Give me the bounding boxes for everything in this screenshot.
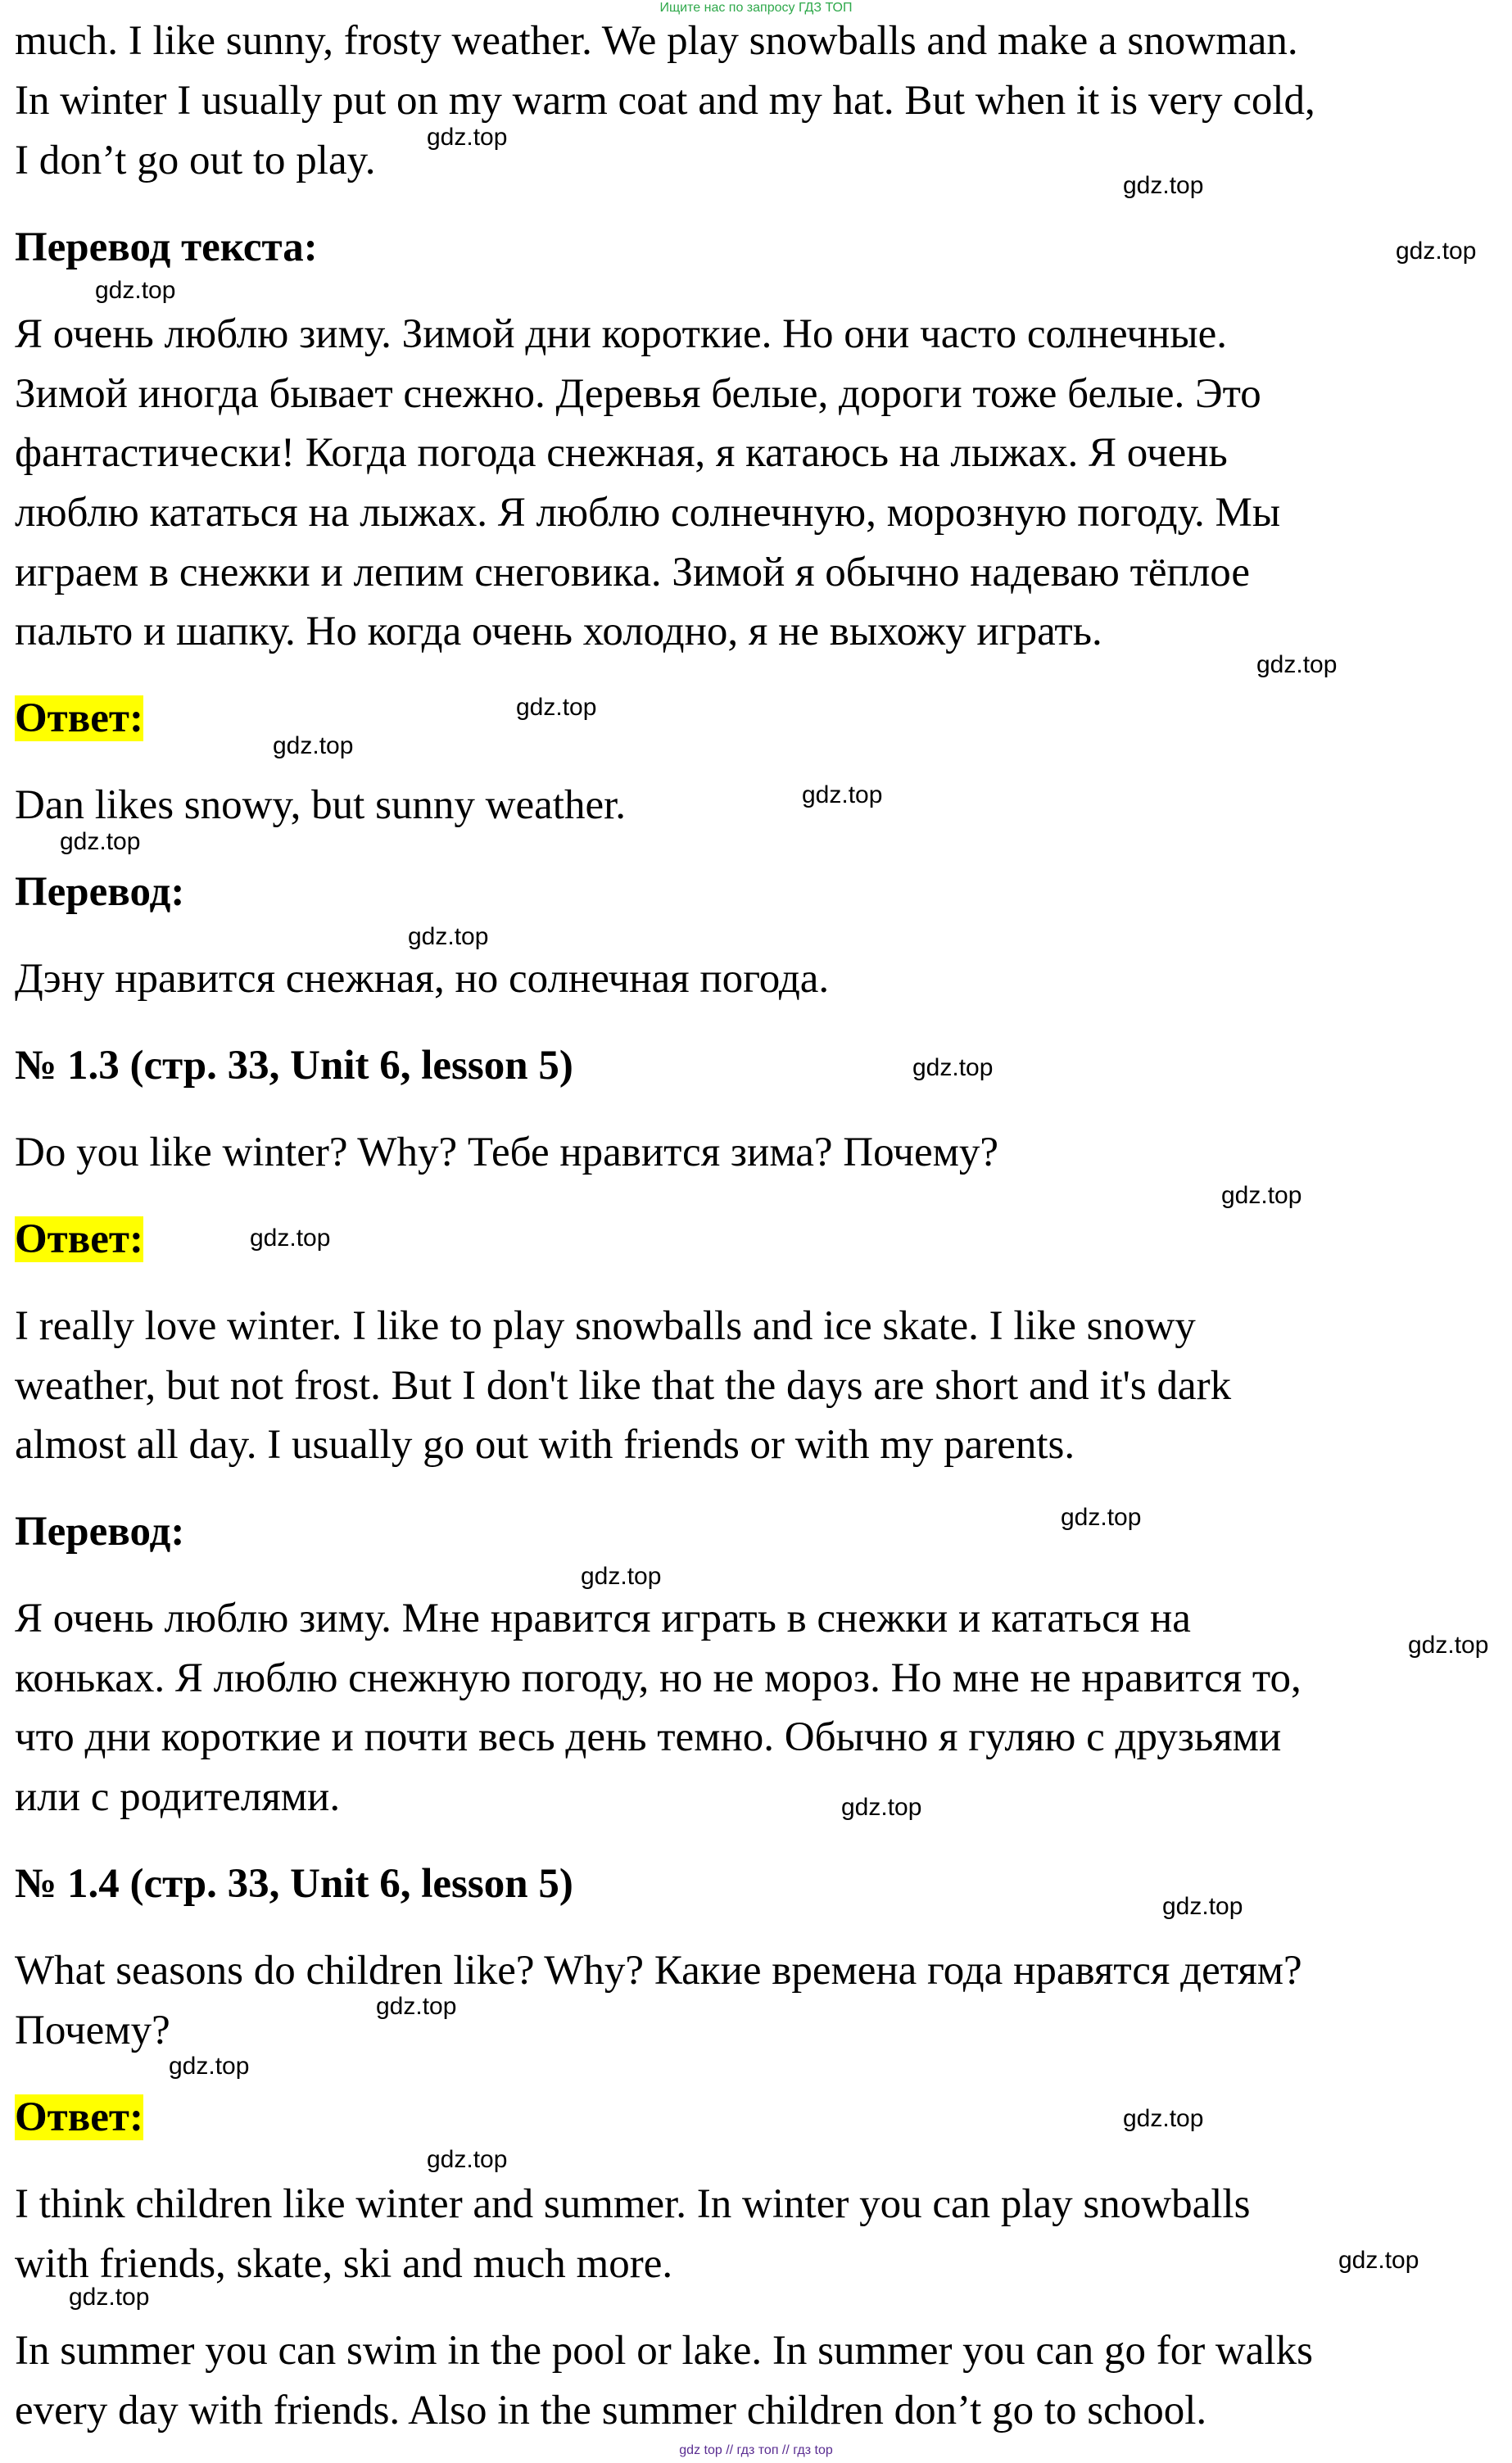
text-line: люблю кататься на лыжах. Я люблю солнечную, морозную погоду. Мы bbox=[15, 490, 1281, 536]
text-line: Дэну нравится снежная, но солнечная погода. bbox=[15, 956, 830, 1002]
watermark: gdz.top bbox=[427, 2146, 508, 2173]
answer-label bbox=[15, 2088, 143, 2147]
watermark: gdz.top bbox=[1221, 1182, 1302, 1209]
text-line: Dan likes snowy, but sunny weather. bbox=[15, 782, 626, 828]
text-line: almost all day. I usually go out with friends or with my parents. bbox=[15, 1422, 1075, 1468]
watermark: gdz.top bbox=[250, 1225, 331, 1252]
text-line: weather, but not frost. But I don't like that the days are short and it's dark bbox=[15, 1363, 1232, 1409]
text-line: пальто и шапку. Но когда очень холодно, я не выхожу играть. bbox=[15, 609, 1102, 654]
watermark: gdz.top bbox=[1061, 1504, 1142, 1531]
answer-label bbox=[15, 1210, 143, 1269]
text-line: Почему? bbox=[15, 2008, 170, 2053]
answer-highlight: Ответ: bbox=[15, 1216, 143, 1262]
text-line: In summer you can swim in the pool or lake. In summer you can go for walks bbox=[15, 2328, 1313, 2374]
watermark: gdz.top bbox=[1123, 2105, 1204, 2132]
bottom-promo-note: gdz top // гдз топ // гдз top bbox=[679, 2443, 833, 2457]
text-line: Зимой иногда бывает снежно. Деревья белые, дороги тоже белые. Это bbox=[15, 371, 1261, 417]
watermark: gdz.top bbox=[95, 277, 176, 304]
watermark: gdz.top bbox=[516, 694, 597, 721]
watermark: gdz.top bbox=[169, 2053, 250, 2080]
text-line: much. I like sunny, frosty weather. We play snowballs and make a snowman. bbox=[15, 18, 1298, 64]
watermark: gdz.top bbox=[1162, 1893, 1243, 1920]
watermark: gdz.top bbox=[273, 732, 354, 759]
text-line: What seasons do children like? Why? Какие времена года нравятся детям? bbox=[15, 1948, 1302, 1994]
text-line: with friends, skate, ski and much more. bbox=[15, 2241, 673, 2287]
exercise-heading: № 1.3 (стр. 33, Unit 6, lesson 5) bbox=[15, 1043, 573, 1089]
translation-heading: Перевод текста: bbox=[15, 224, 318, 270]
text-line: играем в снежки и лепим снеговика. Зимой я обычно надеваю тёплое bbox=[15, 550, 1251, 595]
answer-highlight: Ответ: bbox=[15, 695, 143, 741]
answer-label bbox=[15, 689, 143, 748]
translation-heading: Перевод: bbox=[15, 869, 185, 915]
watermark: gdz.top bbox=[427, 124, 508, 151]
text-line: In winter I usually put on my warm coat and my hat. But when it is very cold, bbox=[15, 78, 1315, 124]
text-line: фантастически! Когда погода снежная, я катаюсь на лыжах. Я очень bbox=[15, 430, 1228, 476]
answer-highlight: Ответ: bbox=[15, 2094, 143, 2140]
text-line: Я очень люблю зиму. Зимой дни короткие. Но они часто солнечные. bbox=[15, 311, 1227, 357]
watermark: gdz.top bbox=[1123, 172, 1204, 199]
watermark: gdz.top bbox=[1396, 238, 1477, 265]
watermark: gdz.top bbox=[376, 1993, 457, 2020]
text-line: Do you like winter? Why? Тебе нравится зима? Почему? bbox=[15, 1130, 998, 1175]
watermark: gdz.top bbox=[1338, 2247, 1419, 2274]
exercise-heading: № 1.4 (стр. 33, Unit 6, lesson 5) bbox=[15, 1861, 573, 1907]
watermark: gdz.top bbox=[581, 1563, 662, 1590]
text-line: или с родителями. bbox=[15, 1774, 341, 1820]
text-line: I don’t go out to play. bbox=[15, 138, 376, 183]
watermark: gdz.top bbox=[408, 923, 489, 950]
text-line: Я очень люблю зиму. Мне нравится играть в снежки и кататься на bbox=[15, 1596, 1191, 1641]
watermark: gdz.top bbox=[802, 781, 883, 808]
text-line: коньках. Я люблю снежную погоду, но не мороз. Но мне не нравится то, bbox=[15, 1655, 1301, 1701]
watermark: gdz.top bbox=[1256, 651, 1338, 678]
watermark: gdz.top bbox=[69, 2284, 150, 2311]
top-promo-note: Ищите нас по запросу ГДЗ ТОП bbox=[659, 1, 853, 15]
watermark: gdz.top bbox=[1408, 1632, 1489, 1659]
watermark: gdz.top bbox=[912, 1054, 994, 1081]
text-line: I think children like winter and summer. In winter you can play snowballs bbox=[15, 2181, 1251, 2227]
text-line: every day with friends. Also in the summer children don’t go to school. bbox=[15, 2388, 1207, 2434]
translation-heading: Перевод: bbox=[15, 1509, 185, 1555]
watermark: gdz.top bbox=[60, 828, 141, 855]
text-line: I really love winter. I like to play snowballs and ice skate. I like snowy bbox=[15, 1303, 1196, 1349]
text-line: что дни короткие и почти весь день темно. Обычно я гуляю с друзьями bbox=[15, 1714, 1282, 1760]
watermark: gdz.top bbox=[841, 1794, 922, 1821]
